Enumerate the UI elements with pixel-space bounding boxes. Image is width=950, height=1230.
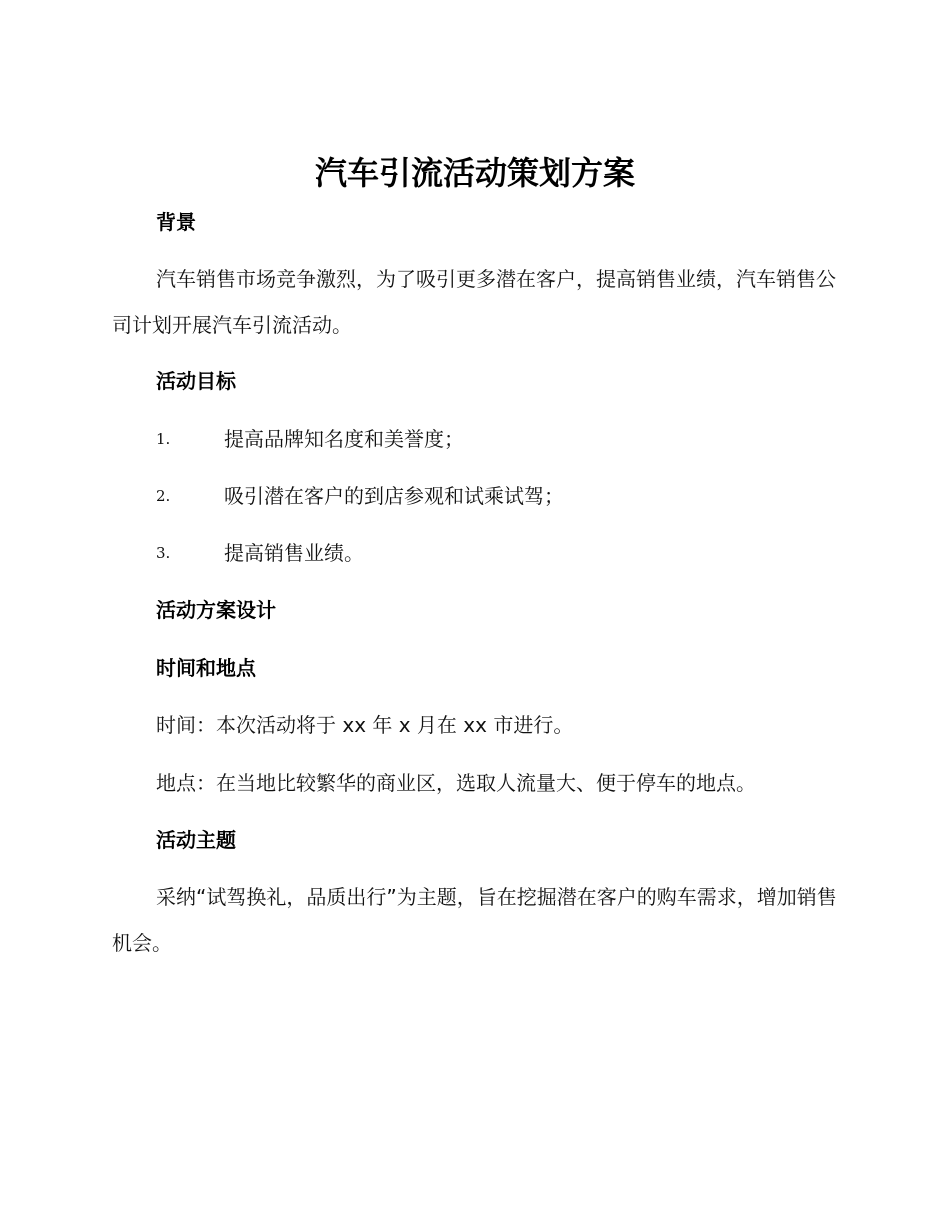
goal-item-text-2: 吸引潜在客户的到店参观和试乘试驾； (224, 484, 564, 508)
background-paragraph: 汽车销售市场竞争激烈，为了吸引更多潜在客户，提高销售业绩，汽车销售公司计划开展汽车引流活动。 (112, 267, 836, 337)
heading-theme: 活动主题 (156, 828, 236, 852)
time-line: 时间：本次活动将于 xx 年 x 月在 xx 市进行。 (156, 713, 574, 737)
heading-design: 活动方案设计 (156, 598, 276, 622)
goal-item-number-2: 2. (156, 487, 171, 505)
goal-item-number-3: 3. (156, 544, 171, 562)
goal-item-text-3: 提高销售业绩。 (224, 541, 364, 565)
goal-item-text-1: 提高品牌知名度和美誉度； (224, 427, 464, 451)
document-title: 汽车引流活动策划方案 (314, 154, 635, 192)
goal-item-number-1: 1. (156, 430, 171, 448)
theme-paragraph: 采纳“试驾换礼，品质出行”为主题，旨在挖掘潜在客户的购车需求，增加销售机会。 (112, 885, 837, 955)
place-line: 地点：在当地比较繁华的商业区，选取人流量大、便于停车的地点。 (156, 771, 756, 795)
heading-background: 背景 (156, 210, 196, 234)
heading-goals: 活动目标 (156, 369, 236, 393)
heading-time-place: 时间和地点 (156, 656, 256, 680)
